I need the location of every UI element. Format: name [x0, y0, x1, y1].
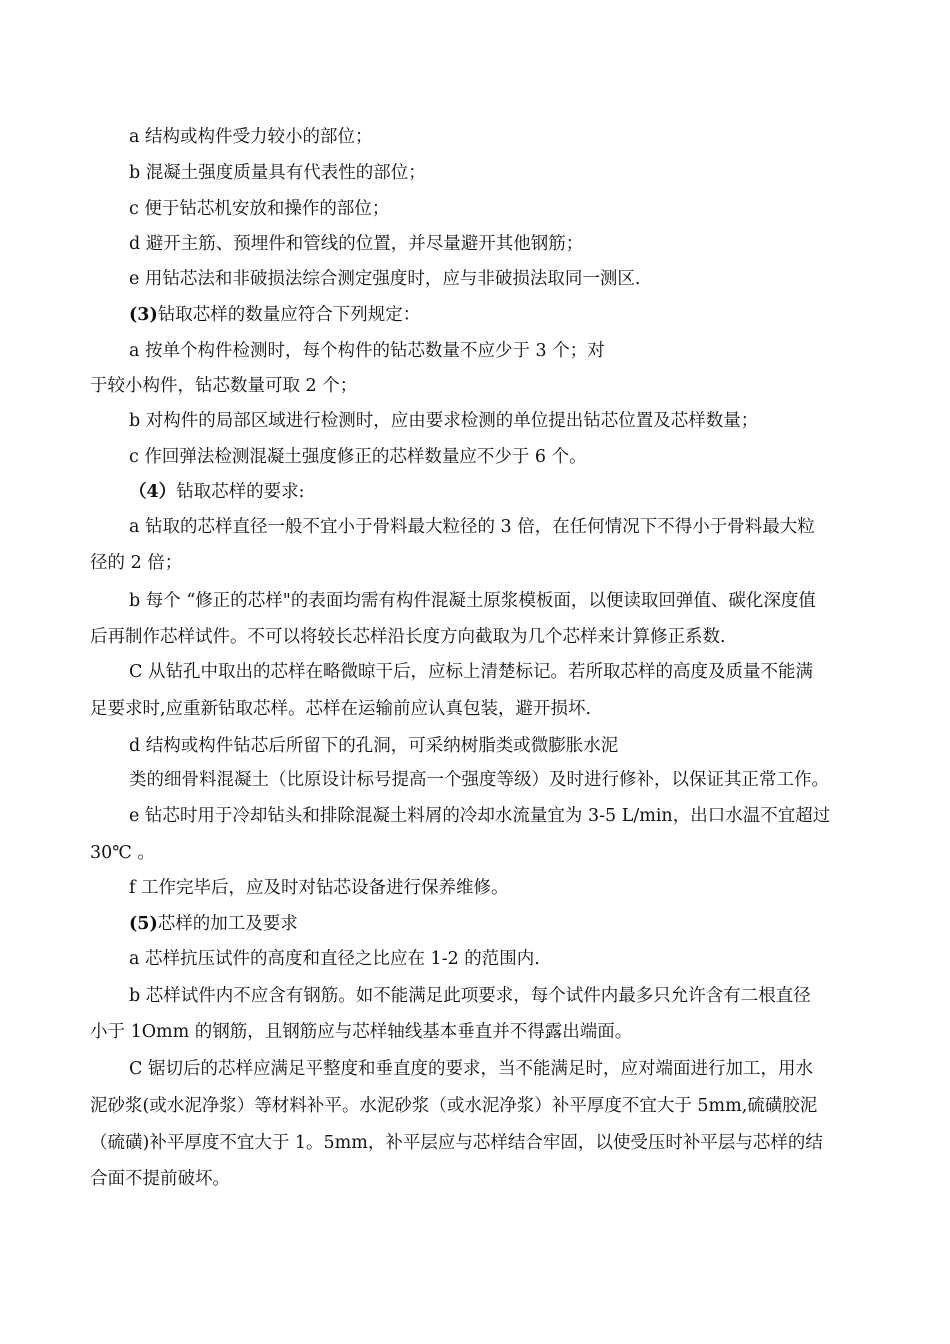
section-heading-4 — [129, 481, 305, 503]
paragraph-line: 类的细骨料混凝土（比原设计标号提高一个强度等级）及时进行修补，以保证其正常工作。 — [129, 770, 829, 790]
paragraph-line: 足要求时,应重新钻取芯样。芯样在运输前应认真包装，避开损坏. — [90, 699, 592, 719]
paragraph-line: e 钻芯时用于冷却钻头和排除混凝土料屑的冷却水流量宜为 3-5 L/min，出口水温不宜超过 — [129, 806, 831, 826]
paragraph-line: c 便于钻芯机安放和操作的部位； — [129, 199, 390, 219]
paragraph-line: 于较小构件，钻芯数量可取 2 个； — [90, 376, 358, 396]
paragraph-line: b 芯样试件内不应含有钢筋。如不能满足此项要求，每个试件内最多只允许含有二根直径 — [129, 986, 811, 1006]
paragraph-line: 后再制作芯样试件。不可以将较长芯样沿长度方向截取为几个芯样来计算修正系数. — [90, 627, 726, 647]
paragraph-line: 小于 1Omm 的钢筋，且钢筋应与芯样轴线基本垂直并不得露出端面。 — [90, 1022, 633, 1042]
paragraph-line: a 按单个构件检测时，每个构件的钻芯数量不应少于 3 个；对 — [129, 341, 605, 361]
section-number: (5) — [129, 914, 158, 934]
paragraph-line: f 工作完毕后，应及时对钻芯设备进行保养维修。 — [129, 878, 509, 898]
section-number: （4） — [129, 482, 177, 502]
section-heading-text: 钻取芯样的要求: — [176, 482, 305, 502]
section-heading-text: 钻取芯样的数量应符合下列规定： — [157, 305, 421, 325]
paragraph-line: d 避开主筋、预埋件和管线的位置，并尽量避开其他钢筋； — [129, 234, 584, 254]
section-heading-5 — [129, 913, 298, 935]
paragraph-line: b 每个 “修正的芯样"的表面均需有构件混凝土原浆模板面，以便读取回弹值、碳化深度值 — [129, 591, 816, 611]
section-heading-3 — [129, 304, 420, 326]
paragraph-line: （硫磺)补平厚度不宜大于 1。5mm，补平层应与芯样结合牢固，以使受压时补平层与芯样的结 — [90, 1133, 823, 1153]
paragraph-line: a 结构或构件受力较小的部位； — [129, 127, 373, 147]
paragraph-line: e 用钻芯法和非破损法综合测定强度时，应与非破损法取同一测区. — [129, 269, 641, 289]
paragraph-line: c 作回弹法检测混凝土强度修正的芯样数量应不少于 6 个。 — [129, 447, 587, 467]
section-number: (3) — [129, 305, 158, 325]
paragraph-line: a 钻取的芯样直径一般不宜小于骨料最大粒径的 3 倍，在任何情况下不得小于骨料最大粒 — [129, 517, 815, 537]
paragraph-line: C 锯切后的芯样应满足平整度和垂直度的要求，当不能满足时，应对端面进行加工，用水 — [129, 1059, 813, 1079]
paragraph-line: 径的 2 倍； — [90, 553, 183, 573]
section-heading-text: 芯样的加工及要求 — [157, 914, 298, 934]
paragraph-line: d 结构或构件钻芯后所留下的孔洞，可采纳树脂类或微膨胀水泥 — [129, 736, 619, 756]
paragraph-line: b 混凝土强度质量具有代表性的部位； — [129, 163, 426, 183]
paragraph-line: C 从钻孔中取出的芯样在略微晾干后，应标上清楚标记。若所取芯样的高度及质量不能满 — [129, 662, 813, 682]
paragraph-line: a 芯样抗压试件的高度和直径之比应在 1-2 的范围内. — [129, 949, 540, 969]
paragraph-line: 泥砂浆(或水泥净浆）等材料补平。水泥砂浆（或水泥净浆）补平厚度不宜大于 5mm,硫磺胶泥 — [90, 1096, 818, 1116]
paragraph-line: 30℃ 。 — [90, 843, 155, 863]
paragraph-line: 合面不提前破坏。 — [90, 1169, 230, 1189]
paragraph-line: b 对构件的局部区域进行检测时，应由要求检测的单位提出钻芯位置及芯样数量； — [129, 411, 759, 431]
